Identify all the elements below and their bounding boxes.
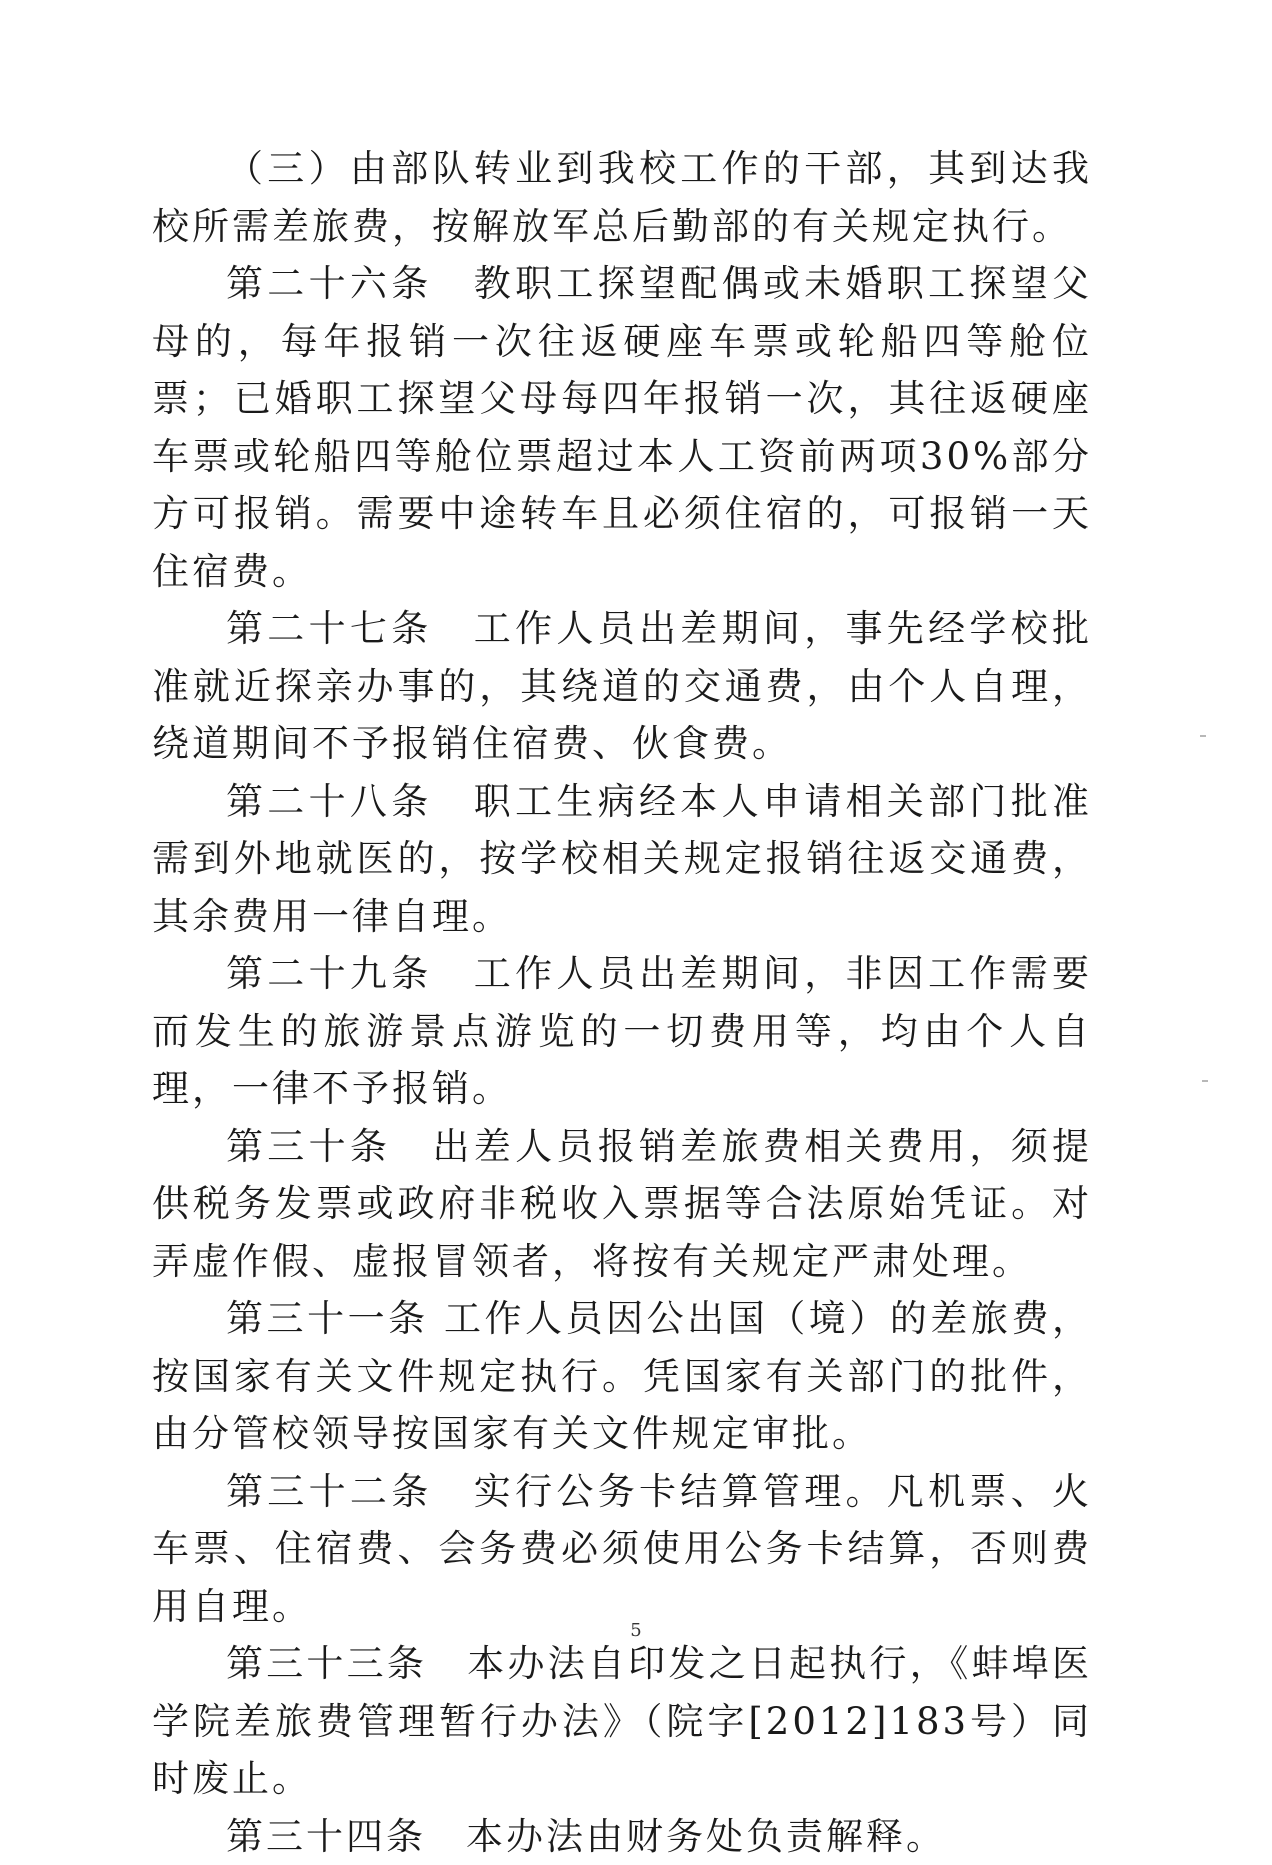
- article-27: 第二十七条 工作人员出差期间，事先经学校批准就近探亲办事的，其绕道的交通费，由个人自理，绕道期间不予报销住宿费、伙食费。: [152, 600, 1092, 773]
- article-31: 第三十一条 工作人员因公出国（境）的差旅费，按国家有关文件规定执行。凭国家有关部门的批件，由分管校领导按国家有关文件规定审批。: [152, 1290, 1092, 1463]
- document-body: [152, 140, 1092, 1865]
- article-33: 第三十三条 本办法自印发之日起执行，《蚌埠医学院差旅费管理暂行办法》（院字[2012]183号）同时废止。: [152, 1635, 1092, 1808]
- paragraph-item-3: （三）由部队转业到我校工作的干部，其到达我校所需差旅费，按解放军总后勤部的有关规定执行。: [152, 140, 1092, 255]
- scan-speck: [1202, 1080, 1208, 1082]
- article-28: 第二十八条 职工生病经本人申请相关部门批准需到外地就医的，按学校相关规定报销往返交通费，其余费用一律自理。: [152, 773, 1092, 946]
- article-26: 第二十六条 教职工探望配偶或未婚职工探望父母的，每年报销一次往返硬座车票或轮船四等舱位票；已婚职工探望父母每四年报销一次，其往返硬座车票或轮船四等舱位票超过本人工资前两项30%部分方可报销。需要中途转车且必须住宿的，可报销一天住宿费。: [152, 255, 1092, 600]
- article-30: 第三十条 出差人员报销差旅费相关费用，须提供税务发票或政府非税收入票据等合法原始凭证。对弄虚作假、虚报冒领者，将按有关规定严肃处理。: [152, 1118, 1092, 1291]
- article-34: 第三十四条 本办法由财务处负责解释。: [152, 1808, 1092, 1865]
- article-29: 第二十九条 工作人员出差期间，非因工作需要而发生的旅游景点游览的一切费用等，均由个人自理，一律不予报销。: [152, 945, 1092, 1118]
- page-number: 5: [0, 1620, 1272, 1641]
- article-32: 第三十二条 实行公务卡结算管理。凡机票、火车票、住宿费、会务费必须使用公务卡结算，否则费用自理。: [152, 1463, 1092, 1636]
- scan-speck: [1200, 735, 1206, 737]
